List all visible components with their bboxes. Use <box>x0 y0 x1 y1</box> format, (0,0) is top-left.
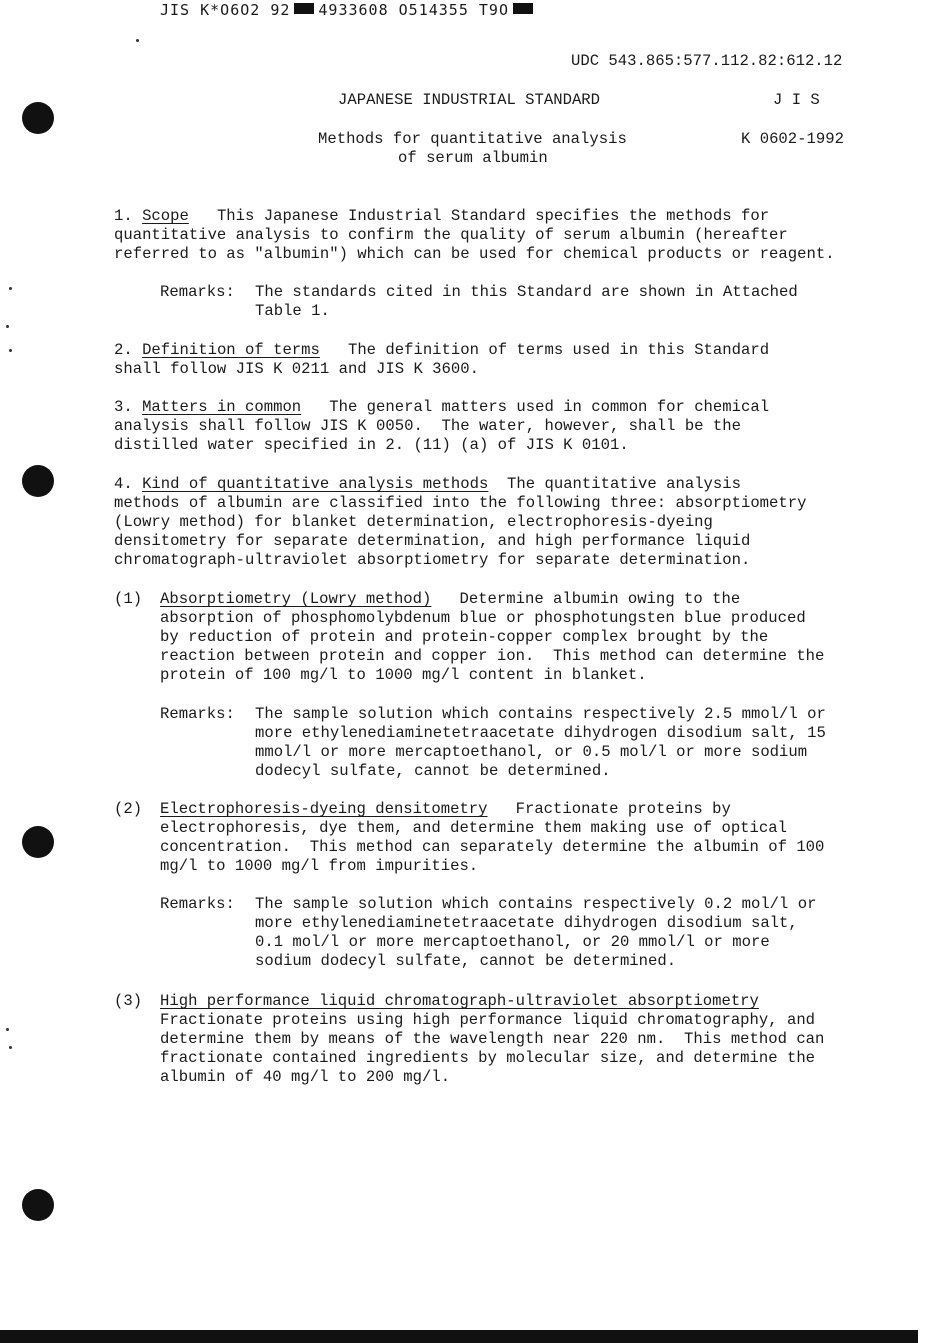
section-text: The general matters used in common for chemical <box>301 398 770 416</box>
section-1-line3: referred to as "albumin") which can be used for chemical products or reagent. <box>114 245 835 263</box>
remarks-text: Table 1. <box>255 302 330 320</box>
section-2-first-line <box>114 341 769 360</box>
redaction-block <box>294 3 314 14</box>
scan-speck <box>136 39 139 42</box>
scan-speck <box>9 287 12 290</box>
binder-hole <box>22 826 54 858</box>
section-heading-scope: Scope <box>142 207 189 225</box>
remarks-label: Remarks: <box>160 283 235 301</box>
scan-speck <box>9 349 12 352</box>
method-1-line5: protein of 100 mg/l to 1000 mg/l content in blanket. <box>160 666 647 684</box>
doc-title-line1: Methods for quantitative analysis <box>318 130 627 148</box>
method-1-line4: reaction between protein and copper ion. This method can determine the <box>160 647 825 665</box>
section-4-line5: chromatograph-ultraviolet absorptiometry for separate determination. <box>114 551 751 569</box>
section-number: 1. <box>114 207 143 225</box>
method-3-number: (3) <box>114 992 143 1010</box>
section-4-line4: densitometry for separate determination, and high performance liquid <box>114 532 751 550</box>
section-number: 2. <box>114 341 143 359</box>
remarks-text: The standards cited in this Standard are shown in Attached <box>255 283 798 301</box>
jis-mark: J I S <box>773 91 820 109</box>
doc-title-line2: of serum albumin <box>398 149 548 167</box>
remarks-label: Remarks: <box>160 705 235 723</box>
method-2-line3: concentration. This method can separately determine the albumin of 100 <box>160 838 825 856</box>
remarks-text: 0.1 mol/l or more mercaptoethanol, or 20 mmol/l or more <box>255 933 770 951</box>
remarks-text: more ethylenediaminetetraacetate dihydrogen disodium salt, <box>255 914 798 932</box>
section-heading-definition: Definition of terms <box>142 341 320 359</box>
remarks-label: Remarks: <box>160 895 235 913</box>
method-1-first-line <box>160 590 740 609</box>
standard-title: JAPANESE INDUSTRIAL STANDARD <box>338 91 601 109</box>
section-2-line2: shall follow JIS K 0211 and JIS K 3600. <box>114 360 479 378</box>
binder-hole <box>22 102 54 134</box>
remarks-text: The sample solution which contains respectively 0.2 mol/l or <box>255 895 817 913</box>
section-text: The definition of terms used in this Standard <box>319 341 770 359</box>
remarks-text: dodecyl sulfate, cannot be determined. <box>255 762 611 780</box>
method-1-line3: by reduction of protein and protein-copper complex brought by the <box>160 628 769 646</box>
method-text: Determine albumin owing to the <box>431 590 741 608</box>
method-heading-electrophoresis: Electrophoresis-dyeing densitometry <box>160 800 488 818</box>
method-heading-hplc: High performance liquid chromatograph-ultraviolet absorptiometry <box>160 992 759 1010</box>
scan-speck <box>6 1028 9 1031</box>
binder-hole <box>22 465 54 497</box>
section-4-first-line <box>114 475 741 494</box>
section-text: This Japanese Industrial Standard specifies the methods for <box>188 207 770 225</box>
method-3-line3: fractionate contained ingredients by molecular size, and determine the <box>160 1049 816 1067</box>
scan-speck <box>6 325 9 328</box>
section-number: 4. <box>114 475 143 493</box>
method-3-line1: Fractionate proteins using high performance liquid chromatography, and <box>160 1011 816 1029</box>
method-2-line2: electrophoresis, dye them, and determine them making use of optical <box>160 819 787 837</box>
remarks-text: The sample solution which contains respectively 2.5 mmol/l or <box>255 705 826 723</box>
section-heading-matters: Matters in common <box>142 398 302 416</box>
binder-hole <box>22 1189 54 1221</box>
scan-bottom-bar <box>0 1330 918 1343</box>
section-1-line2: quantitative analysis to confirm the quality of serum albumin (hereafter <box>114 226 788 244</box>
udc-number: UDC 543.865:577.112.82:612.12 <box>571 52 843 70</box>
remarks-text: mmol/l or more mercaptoethanol, or 0.5 mol/l or more sodium <box>255 743 808 761</box>
header-code <box>160 1 537 20</box>
section-text: The quantitative analysis <box>488 475 741 493</box>
section-heading-kind: Kind of quantitative analysis methods <box>142 475 489 493</box>
method-1-line2: absorption of phosphomolybdenum blue or phosphotungsten blue produced <box>160 609 806 627</box>
method-text: Fractionate proteins by <box>487 800 731 818</box>
section-number: 3. <box>114 398 143 416</box>
method-2-first-line <box>160 800 731 819</box>
method-1-number: (1) <box>114 590 143 608</box>
doc-number: K 0602-1992 <box>741 130 844 148</box>
header-code-part1: JIS K*O6O2 92 <box>160 1 291 19</box>
method-heading-absorptiometry: Absorptiometry (Lowry method) <box>160 590 432 608</box>
method-3-line4: albumin of 40 mg/l to 200 mg/l. <box>160 1068 451 1086</box>
section-4-line3: (Lowry method) for blanket determination, electrophoresis-dyeing <box>114 513 713 531</box>
section-1-first-line <box>114 207 769 226</box>
redaction-block <box>513 3 533 14</box>
section-3-line3: distilled water specified in 2. (11) (a) of JIS K 0101. <box>114 436 629 454</box>
method-2-number: (2) <box>114 800 143 818</box>
section-3-first-line <box>114 398 769 417</box>
method-2-line4: mg/l to 1000 mg/l from impurities. <box>160 857 479 875</box>
method-3-line2: determine them by means of the wavelength near 220 nm. This method can <box>160 1030 825 1048</box>
header-code-part2: 4933608 O514355 T9O <box>318 1 509 19</box>
scan-speck <box>9 1046 12 1049</box>
remarks-text: sodium dodecyl sulfate, cannot be determined. <box>255 952 677 970</box>
section-4-line2: methods of albumin are classified into the following three: absorptiometry <box>114 494 807 512</box>
remarks-text: more ethylenediaminetetraacetate dihydrogen disodium salt, 15 <box>255 724 826 742</box>
section-3-line2: analysis shall follow JIS K 0050. The water, however, shall be the <box>114 417 741 435</box>
